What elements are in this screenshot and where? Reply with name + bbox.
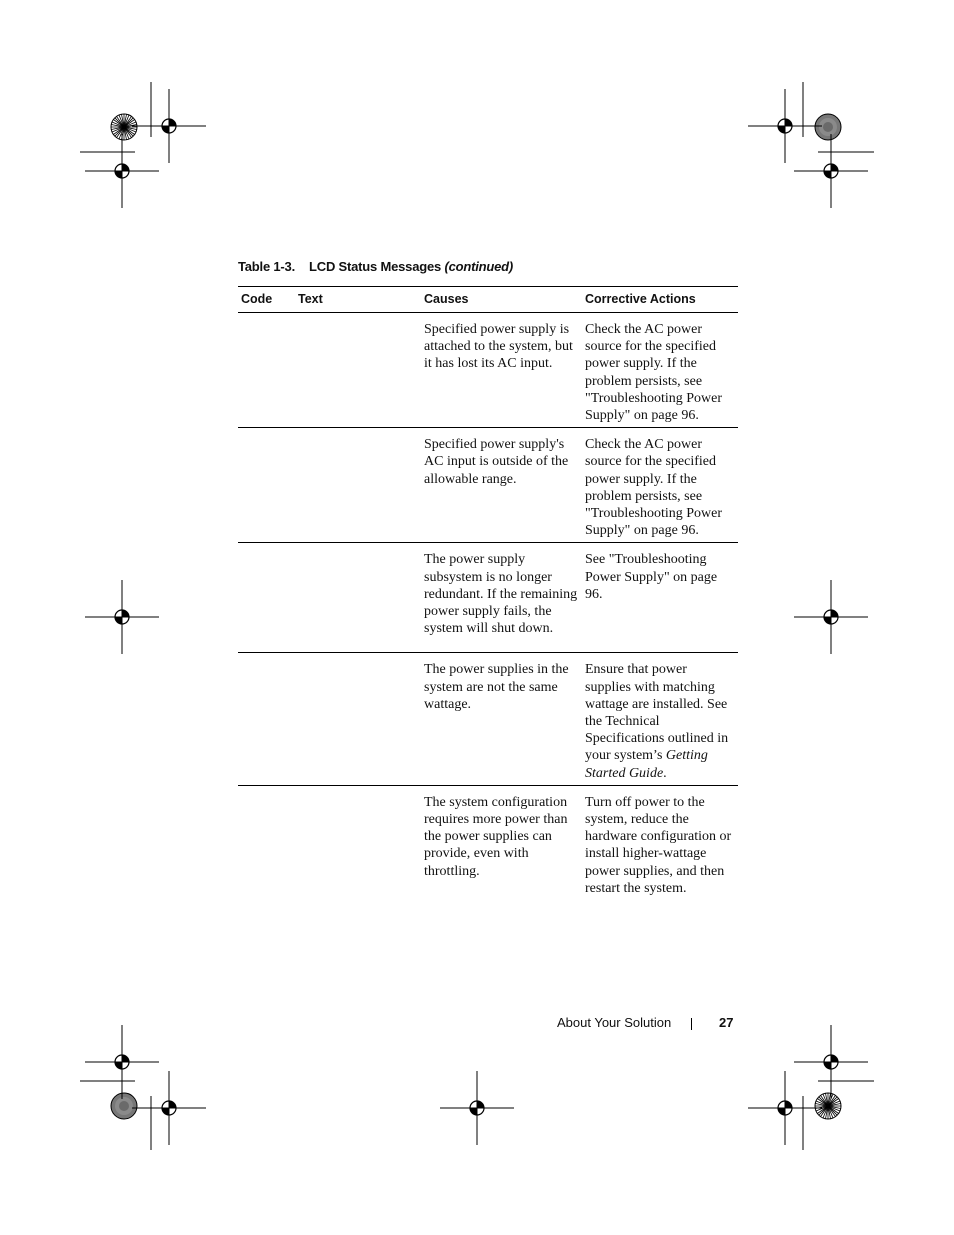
cell-text: [295, 313, 421, 428]
header-code: Code: [238, 287, 295, 313]
table-row: [238, 313, 738, 428]
cell-text: [295, 543, 421, 653]
cell-actions: Turn off power to the system, reduce the hardware configuration or install higher-wattage power supplies, and then restart the system.: [585, 794, 732, 896]
caption-note: (continued): [444, 259, 514, 274]
table-row: [238, 428, 738, 543]
cell-causes: The power supplies in the system are not the same wattage.: [421, 653, 582, 785]
cell-code: [238, 785, 295, 900]
header-causes: Causes: [421, 287, 582, 313]
cell-actions: Check the AC power source for the specified power supply. If the problem persists, see "Troubleshooting Power Supply" on page 96.: [582, 428, 738, 543]
actions-text: Ensure that power supplies with matching wattage are installed. See the Technical Specifications outlined in your system’s: [585, 662, 729, 764]
cell-causes: The system configuration requires more power than the power supplies can provide, even with throttling.: [424, 794, 568, 879]
table-row: [238, 653, 738, 785]
cell-code: [238, 653, 295, 785]
lcd-status-table: [238, 286, 738, 900]
table-row: [238, 785, 738, 900]
cell-text: [295, 428, 421, 543]
footer-divider: [691, 1018, 692, 1030]
cell-causes: The power supply subsystem is no longer redundant. If the remaining power supply fails, the system will shut down.: [421, 543, 582, 653]
cell-causes: Specified power supply is attached to the system, but it has lost its AC input.: [421, 313, 582, 428]
page-number: 27: [719, 1015, 734, 1030]
table-row: [238, 543, 738, 653]
caption-title: LCD Status Messages: [309, 259, 442, 274]
cell-actions: See "Troubleshooting Power Supply" on page 96.: [582, 543, 738, 653]
cell-code: [238, 313, 295, 428]
cell-text: [295, 653, 421, 785]
cell-code: [238, 428, 295, 543]
actions-period: .: [663, 765, 667, 781]
guide-title: Getting Started Guide: [585, 748, 708, 781]
header-corrective-actions: Corrective Actions: [582, 287, 738, 313]
cell-causes: Specified power supply's AC input is outside of the allowable range.: [421, 428, 582, 543]
cell-actions: Check the AC power source for the specified power supply. If the problem persists, see "Troubleshooting Power Supply" on page 96.: [582, 313, 738, 428]
footer-section: About Your Solution: [557, 1015, 672, 1030]
caption-label: Table 1-3.: [238, 259, 296, 274]
cell-code: [238, 543, 295, 653]
table-header-row: [238, 287, 738, 313]
page-footer: [557, 1015, 734, 1030]
header-text: Text: [295, 287, 421, 313]
cell-actions: [582, 653, 738, 785]
table-caption: [238, 259, 513, 274]
cell-text: [295, 785, 421, 900]
